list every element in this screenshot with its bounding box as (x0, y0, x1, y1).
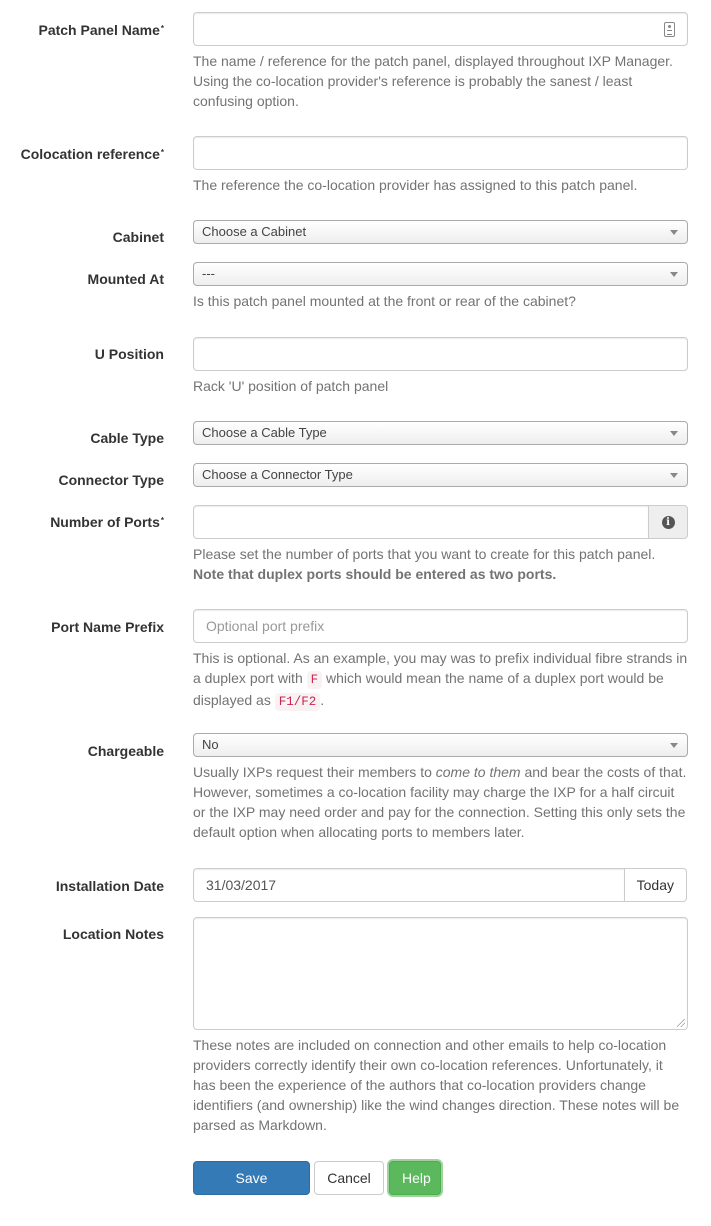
cabinet-select[interactable]: Choose a Cabinet (193, 220, 688, 244)
help-button[interactable]: Help (389, 1161, 441, 1195)
cable-type-label: Cable Type (90, 430, 164, 446)
chargeable-help: Usually IXPs request their members to come to them and bear the costs of that. However, sometimes a co-location facility may charge the IXP for a half circuit or the IXP may need order and pay for the connection. Setting this only sets the default option when allocating ports to members later. (193, 764, 687, 840)
chevron-down-icon (670, 743, 678, 748)
code-example-f: F (307, 671, 323, 689)
u-position-help: Rack 'U' position of patch panel (193, 378, 389, 394)
mounted-at-help: Is this patch panel mounted at the front or rear of the cabinet? (193, 293, 576, 309)
chevron-down-icon (670, 230, 678, 235)
chevron-down-icon (670, 431, 678, 436)
location-notes-label: Location Notes (62, 926, 164, 942)
port-name-prefix-input[interactable]: Optional port prefix (193, 609, 688, 643)
patch-panel-name-help: The name / reference for the patch panel, displayed throughout IXP Manager. Using the co-location provider's reference is probably the sanest / least confusing option. (193, 53, 673, 109)
number-of-ports-help-note: Note that duplex ports should be entered as two ports. (193, 566, 557, 582)
chargeable-select[interactable]: No (193, 733, 688, 757)
colocation-reference-input[interactable] (193, 136, 688, 170)
u-position-input[interactable] (193, 337, 688, 371)
info-circle-icon: i (662, 516, 675, 529)
code-example-f1-f2: F1/F2 (275, 693, 321, 711)
installation-date-input[interactable]: 31/03/2017 (193, 868, 625, 902)
cable-type-select[interactable]: Choose a Cable Type (193, 421, 688, 445)
port-name-prefix-label: Port Name Prefix (51, 619, 164, 635)
patch-panel-name-label: Patch Panel Name* (38, 22, 164, 38)
u-position-label: U Position (94, 346, 164, 362)
chevron-down-icon (670, 473, 678, 478)
number-of-ports-input[interactable] (193, 505, 649, 539)
number-of-ports-help: Please set the number of ports that you want to create for this patch panel. Note that duplex ports should be entered as two ports. (193, 546, 656, 582)
location-notes-help: These notes are included on connection and other emails to help co-location providers correctly identify their own co-location references. Unfortunately, it has been the experience of the authors that co-location providers change identifiers (and ownership) like the wind changes direction. These notes will be parsed as Markdown. (193, 1037, 680, 1133)
chargeable-label: Chargeable (87, 743, 164, 759)
id-card-icon[interactable] (664, 22, 675, 37)
today-button[interactable]: Today (625, 868, 687, 902)
colocation-reference-help: The reference the co-location provider has assigned to this patch panel. (193, 177, 638, 193)
port-name-prefix-help: This is optional. As an example, you may was to prefix individual fibre strands in a duplex port with F which would mean the name of a duplex port would be displayed as F1/F2 . (193, 650, 688, 709)
save-changes-button[interactable]: Save Changes (193, 1161, 310, 1195)
location-notes-textarea[interactable] (193, 917, 688, 1030)
resize-handle-icon[interactable] (677, 1019, 685, 1027)
mounted-at-label: Mounted At (87, 271, 164, 287)
mounted-at-select[interactable]: --- (193, 262, 688, 286)
patch-panel-name-input[interactable] (193, 12, 688, 46)
cancel-button[interactable]: Cancel (314, 1161, 384, 1195)
number-of-ports-info-addon[interactable] (649, 505, 688, 539)
connector-type-select[interactable]: Choose a Connector Type (193, 463, 688, 487)
installation-date-label: Installation Date (55, 878, 164, 894)
chevron-down-icon (670, 272, 678, 277)
number-of-ports-label: Number of Ports* (50, 514, 164, 530)
cabinet-label: Cabinet (112, 229, 164, 245)
connector-type-label: Connector Type (58, 472, 164, 488)
colocation-reference-label: Colocation reference* (20, 146, 164, 162)
